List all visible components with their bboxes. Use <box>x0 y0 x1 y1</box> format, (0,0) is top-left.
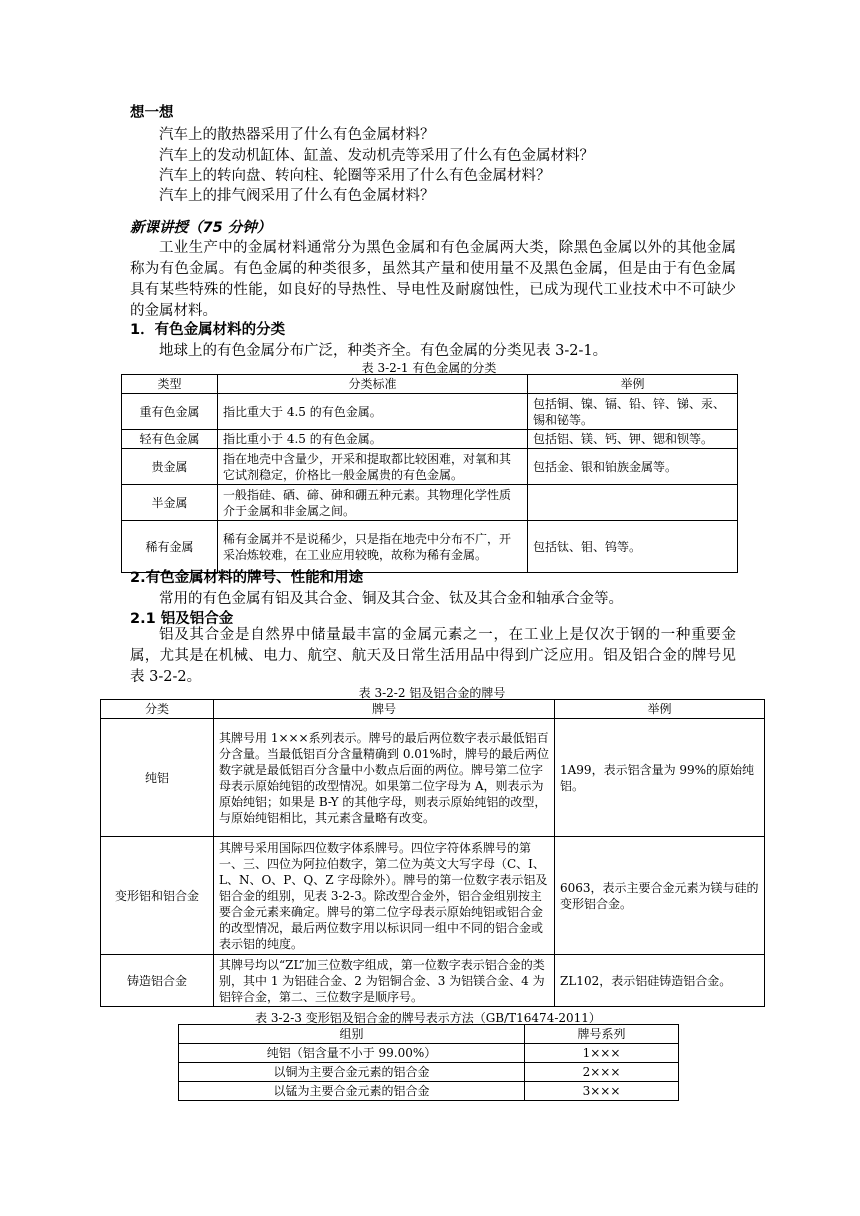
table1-cell-example: 包括钛、钼、钨等。 <box>528 521 738 573</box>
table1-cell-standard: 指比重大于 4.5 的有色金属。 <box>218 394 528 430</box>
table2-cell-example: 1A99，表示铝含量为 99%的原始纯铝。 <box>555 719 765 837</box>
think-question: 汽车上的转向盘、转向柱、轮圈等采用了什么有色金属材料？ <box>159 168 551 184</box>
lesson-heading: 新课讲授（75 分钟） <box>130 220 272 236</box>
table1-cell-type: 半金属 <box>122 485 218 521</box>
lesson-intro-paragraph: 工业生产中的金属材料通常分为黑色金属和有色金属两大类，除黑色金属以外的其他金属称为有色金属。有色金属的种类很多，虽然其产量和使用量不及黑色金属，但是由于有色金属具有某些特殊的性能，如良好的导热性、导电性及耐腐蚀性，已成为现代工业技术中不可缺少的金属材料。 <box>130 240 736 319</box>
table2-header-row <box>101 700 765 719</box>
table1-header: 举例 <box>528 375 738 394</box>
section2-text: 常用的有色金属有铝及其合金、铜及其合金、钛及其合金和轴承合金等。 <box>159 591 623 607</box>
table2-cell-category: 变形铝和铝合金 <box>101 837 214 955</box>
table3-cell-series: 3××× <box>525 1082 679 1101</box>
table3 <box>178 1024 679 1101</box>
table1-cell-standard: 指在地壳中含量少，开采和提取都比较困难，对氧和其它试剂稳定，价格比一般金属贵的有色金属。 <box>218 449 528 485</box>
table2-cell-grade: 其牌号均以“ZL”加三位数字组成，第一位数字表示铝合金的类别，其中 1 为铝硅合金、2 为铝铜合金、3 为铝镁合金、4 为铝锌合金，第二、三位数字是顺序号。 <box>214 955 555 1007</box>
table-row <box>101 955 765 1007</box>
table2-header: 牌号 <box>214 700 555 719</box>
table3-header: 组别 <box>179 1025 525 1044</box>
table2-header: 分类 <box>101 700 214 719</box>
table1-header: 类型 <box>122 375 218 394</box>
table2-cell-category: 铸造铝合金 <box>101 955 214 1007</box>
table1-cell-standard: 一般指硅、硒、碲、砷和硼五种元素。其物理化学性质介于金属和非金属之间。 <box>218 485 528 521</box>
table2-cell-example: ZL102，表示铝硅铸造铝合金。 <box>555 955 765 1007</box>
table-row <box>179 1044 679 1063</box>
table-row <box>179 1082 679 1101</box>
table3-cell-series: 2××× <box>525 1063 679 1082</box>
table-row <box>101 837 765 955</box>
table-row <box>122 485 738 521</box>
table-row <box>101 719 765 837</box>
table2-cell-category: 纯铝 <box>101 719 214 837</box>
table1 <box>121 374 738 573</box>
table3-caption: 表 3-2-3 变形铝及铝合金的牌号表示方法（GB/T16474-2011） <box>255 1011 601 1025</box>
table-row <box>122 394 738 430</box>
table1-cell-type: 重有色金属 <box>122 394 218 430</box>
section1-heading: 1．有色金属材料的分类 <box>130 322 286 338</box>
table1-cell-example <box>528 485 738 521</box>
table1-cell-example: 包括铝、镁、钙、钾、锶和钡等。 <box>528 430 738 449</box>
table2 <box>100 699 765 1007</box>
table3-header: 牌号系列 <box>525 1025 679 1044</box>
table1-caption: 表 3-2-1 有色金属的分类 <box>361 361 497 375</box>
table1-header: 分类标准 <box>218 375 528 394</box>
table3-cell-group: 纯铝（铝含量不小于 99.00%） <box>179 1044 525 1063</box>
think-question: 汽车上的发动机缸体、缸盖、发动机壳等采用了什么有色金属材料？ <box>159 148 594 164</box>
table-row <box>179 1063 679 1082</box>
table1-cell-type: 贵金属 <box>122 449 218 485</box>
table2-caption: 表 3-2-2 铝及铝合金的牌号 <box>358 686 506 700</box>
table3-cell-group: 以锰为主要合金元素的铝合金 <box>179 1082 525 1101</box>
table1-cell-example: 包括金、银和铂族金属等。 <box>528 449 738 485</box>
table2-cell-grade: 其牌号采用国际四位数字体系牌号。四位字符体系牌号的第一、三、四位为阿拉伯数字，第二位为英文大写字母（C、I、L、N、O、P、Q、Z 字母除外）。牌号的第一位数字表示铝及铝合金的组别，见表 3-2-3。除改型合金外，铝合金组别按主要合金元素来确定。牌号的第二位字母表示原始纯铝或铝合金的改型情况，最后两位数字用以标识同一组中不同的铝合金或表示铝的纯度。 <box>214 837 555 955</box>
think-heading: 想一想 <box>130 105 174 121</box>
section21-heading: 2.1 铝及铝合金 <box>130 611 234 627</box>
table1-cell-standard: 指比重小于 4.5 的有色金属。 <box>218 430 528 449</box>
table1-cell-type: 稀有金属 <box>122 521 218 573</box>
section2-heading: 2.有色金属材料的牌号、性能和用途 <box>130 570 364 586</box>
table3-cell-series: 1××× <box>525 1044 679 1063</box>
table3-header-row <box>179 1025 679 1044</box>
table2-header: 举例 <box>555 700 765 719</box>
table1-cell-type: 轻有色金属 <box>122 430 218 449</box>
think-question: 汽车上的散热器采用了什么有色金属材料？ <box>159 127 435 143</box>
table-row <box>122 430 738 449</box>
think-question: 汽车上的排气阀采用了什么有色金属材料？ <box>159 188 435 204</box>
table1-header-row <box>122 375 738 394</box>
table1-cell-standard: 稀有金属并不是说稀少，只是指在地壳中分布不广，开采冶炼较难，在工业应用较晚，故称为稀有金属。 <box>218 521 528 573</box>
section1-text: 地球上的有色金属分布广泛，种类齐全。有色金属的分类见表 3-2-1。 <box>159 343 608 359</box>
table-row <box>122 449 738 485</box>
table1-cell-example: 包括铜、镍、镉、铅、锌、锑、汞、锡和铋等。 <box>528 394 738 430</box>
table2-cell-example: 6063，表示主要合金元素为镁与硅的变形铝合金。 <box>555 837 765 955</box>
table-row <box>122 521 738 573</box>
section21-paragraph: 铝及其合金是自然界中储量最丰富的金属元素之一，在工业上是仅次于钢的一种重要金属，尤其是在机械、电力、航空、航天及日常生活用品中得到广泛应用。铝及铝合金的牌号见表 3-2-2。 <box>130 627 736 685</box>
table3-cell-group: 以铜为主要合金元素的铝合金 <box>179 1063 525 1082</box>
table2-cell-grade: 其牌号用 1×××系列表示。牌号的最后两位数字表示最低铝百分含量。当最低铝百分含量精确到 0.01%时，牌号的最后两位数字就是最低铝百分含量中小数点后面的两位。牌号第二位字母表示原始纯铝的改型情况。如果第二位字母为 A，则表示为原始纯铝；如果是 B-Y 的其他字母，则表示原始纯铝的改型，与原始纯铝相比，其元素含量略有改变。 <box>214 719 555 837</box>
